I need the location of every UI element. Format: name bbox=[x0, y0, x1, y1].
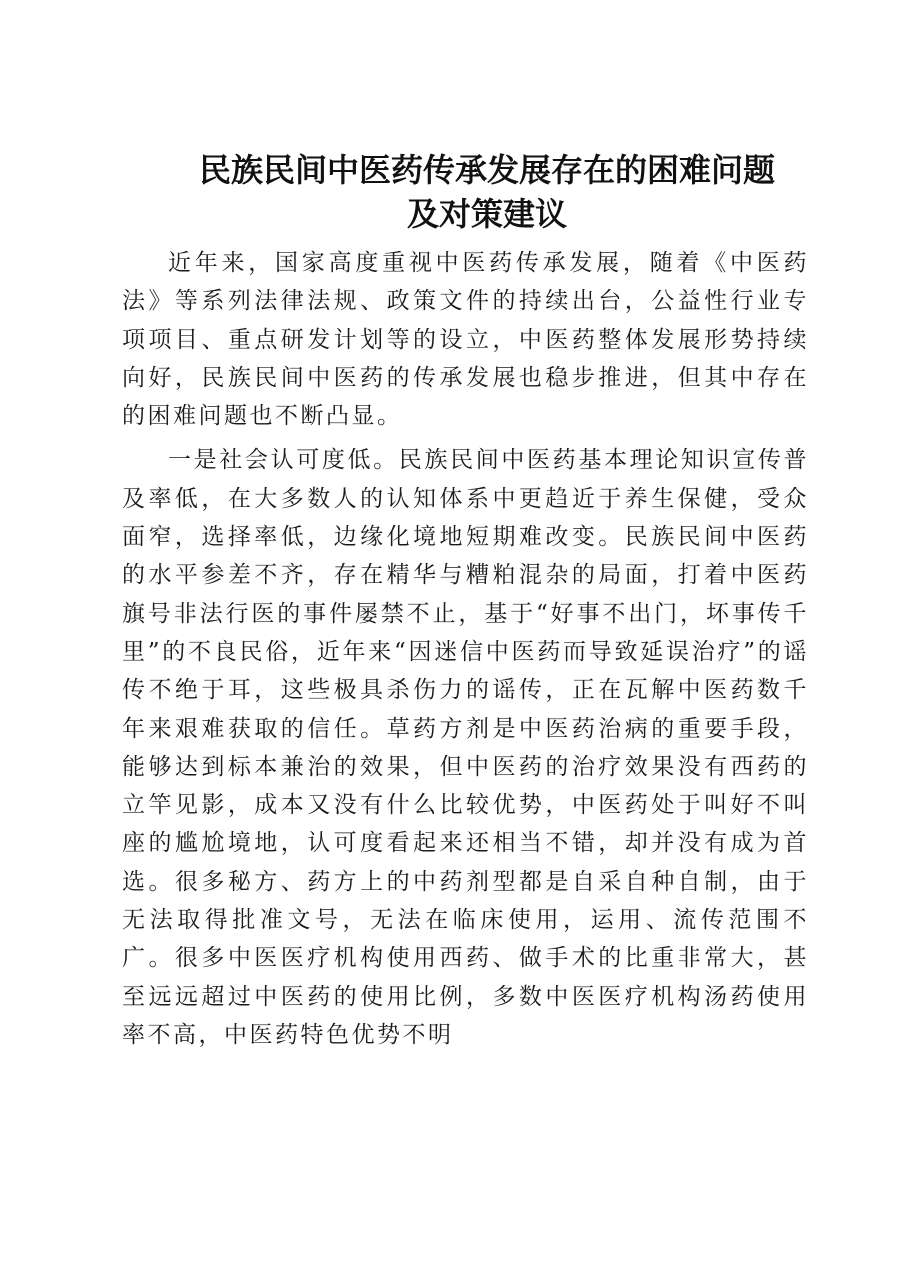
paragraph-intro: 近年来，国家高度重视中医药传承发展，随着《中医药法》等系列法律法规、政策文件的持续出台，公益性行业专项项目、重点研发计划等的设立，中医药整体发展形势持续向好，民族民间中医药的传承发展也稳步推进，但其中存在的困难问题也不断凸显。 bbox=[122, 250, 809, 430]
document-title bbox=[122, 148, 852, 236]
title-line-1: 民族民间中医药传承发展存在的困难问题 bbox=[198, 151, 775, 189]
document-body bbox=[122, 244, 809, 1060]
title-line-2: 及对策建议 bbox=[406, 195, 567, 233]
paragraph-issue-one: 一是社会认可度低。民族民间中医药基本理论知识宣传普及率低，在大多数人的认知体系中更趋近于养生保健，受众面窄，选择率低，边缘化境地短期难改变。民族民间中医药的水平参差不齐，存在精华与糟粕混杂的局面，打着中医药旗号非法行医的事件屡禁不止，基于“好事不出门，坏事传千里”的不良民俗，近年来“因迷信中医药而导致延误治疗”的谣传不绝于耳，这些极具杀伤力的谣传，正在瓦解中医药数千年来艰难获取的信任。草药方剂是中医药治病的重要手段，能够达到标本兼治的效果，但中医药的治疗效果没有西药的立竿见影，成本又没有什么比较优势，中医药处于叫好不叫座的尴尬境地，认可度看起来还相当不错，却并没有成为首选。很多秘方、药方上的中药剂型都是自采自种自制，由于无法取得批准文号，无法在临床使用，运用、流传范围不广。很多中医医疗机构使用西药、做手术的比重非常大，甚至远远超过中医药的使用比例，多数中医医疗机构汤药使用率不高，中医药特色优势不明 bbox=[122, 447, 809, 1048]
